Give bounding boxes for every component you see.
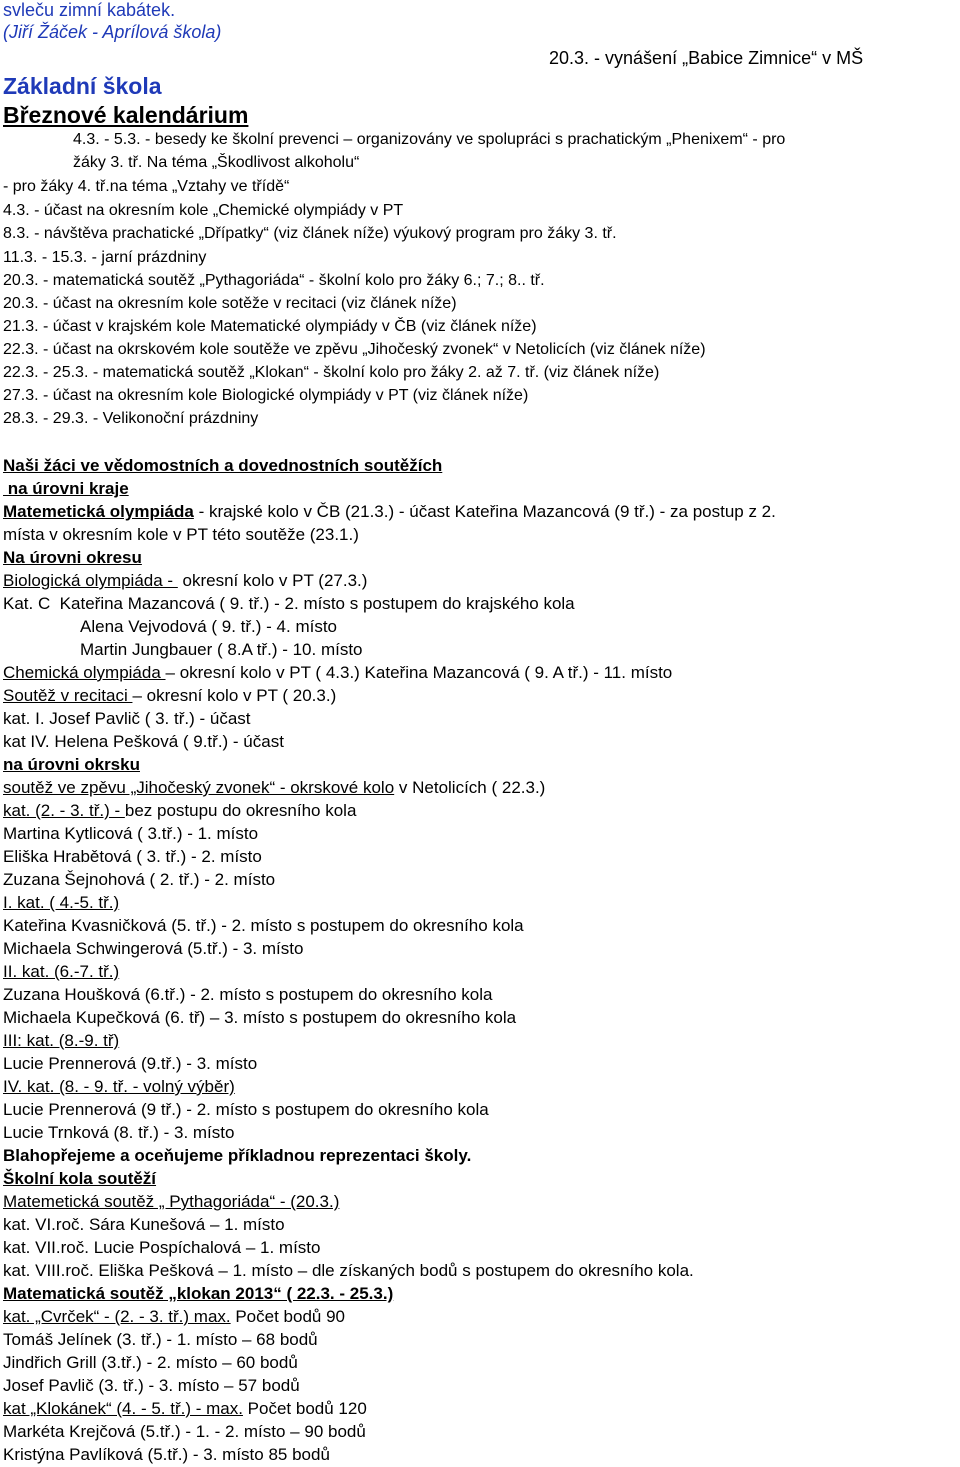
calendar-item: 28.3. - 29.3. - Velikonoční prázdniny — [3, 410, 259, 427]
result-line: Martina Kytlicová ( 3.tř.) - 1. místo — [3, 824, 259, 843]
calendar-item: 22.3. - 25.3. - matematická soutěž „Klokan“ - školní kolo pro žáky 2. až 7. tř. (viz článek níže) — [3, 364, 660, 381]
calendar-item: 20.3. - účast na okresním kole sotěže v recitaci (viz článek níže) — [3, 295, 457, 312]
calendar-item: - pro žáky 4. tř.na téma „Vztahy ve třídě“ — [3, 178, 290, 195]
math-olympiad-text: - krajské kolo v ČB (21.3.) - účast Kateřina Mazancová (9 tř.) - za postup z 2. — [193, 502, 776, 521]
result-line: kat IV. Helena Pešková ( 9.tř.) - účast — [3, 732, 284, 751]
result-line: Jindřich Grill (3.tř.) - 2. místo – 60 bodů — [3, 1353, 298, 1372]
category-title: kat. „Cvrček“ - (2. - 3. tř.) max. — [3, 1307, 231, 1326]
result-line: Lucie Prennerová (9.tř.) - 3. místo — [3, 1054, 258, 1073]
calendar-title: Březnové kalendárium — [3, 102, 249, 128]
pythagoriada-title: Matemetická soutěž „ Pythagoriáda“ - (20.3.) — [3, 1192, 340, 1211]
result-line: Kristýna Pavlíková (5.tř.) - 3. místo 85 bodů — [3, 1445, 330, 1464]
calendar-item: 27.3. - účast na okresním kole Biologické olympiády v PT (viz článek níže) — [3, 387, 529, 404]
bio-olympiad-text: okresní kolo v PT (27.3.) — [177, 571, 368, 590]
category-text: bez postupu do okresního kola — [124, 801, 357, 820]
result-line: Alena Vejvodová ( 9. tř.) - 4. místo — [80, 617, 338, 636]
calendar-item: 4.3. - účast na okresním kole „Chemické olympiády v PT — [3, 202, 404, 219]
result-line: Zuzana Šejnohová ( 2. tř.) - 2. místo — [3, 870, 276, 889]
calendar-item: žáky 3. tř. Na téma „Škodlivost alkoholu“ — [73, 154, 360, 171]
result-line: kat. VI.roč. Sára Kunešová – 1. místo — [3, 1215, 285, 1234]
result-line: Zuzana Houšková (6.tř.) - 2. místo s postupem do okresního kola — [3, 985, 493, 1004]
result-line: Michaela Kupečková (6. tř) – 3. místo s postupem do okresního kola — [3, 1008, 517, 1027]
result-line: Martin Jungbauer ( 8.A tř.) - 10. místo — [80, 640, 363, 659]
recitation — [3, 686, 336, 706]
calendar-item: 22.3. - účast na okrskovém kole soutěže ve zpěvu „Jihočeský zvonek“ v Netolicích (viz článek níže) — [3, 341, 706, 358]
region-heading: na úrovni kraje — [3, 479, 129, 498]
event-note: 20.3. - vynášení „Babice Zimnice“ v MŠ — [549, 48, 864, 68]
category-title: II. kat. (6.-7. tř.) — [3, 962, 120, 981]
result-line: Lucie Prennerová (9 tř.) - 2. místo s postupem do okresního kola — [3, 1100, 489, 1119]
result-line: Lucie Trnková (8. tř.) - 3. místo — [3, 1123, 235, 1142]
category-text: Počet bodů 90 — [230, 1307, 345, 1326]
category-title: kat. (2. - 3. tř.) - — [3, 801, 125, 820]
category-line — [3, 1307, 345, 1327]
calendar-item: 21.3. - účast v krajském kole Matematické olympiády v ČB (viz článek níže) — [3, 318, 537, 335]
bio-olympiad — [3, 571, 367, 591]
recitation-text: – okresní kolo v PT ( 20.3.) — [132, 686, 337, 705]
school-rounds-heading: Školní kola soutěží — [3, 1169, 157, 1188]
chem-olympiad-title: Chemická olympiáda — [3, 663, 166, 682]
result-line: Kateřina Kvasničková (5. tř.) - 2. místo s postupem do okresního kola — [3, 916, 524, 935]
calendar-item: 11.3. - 15.3. - jarní prázdniny — [3, 249, 207, 266]
result-line: Michaela Schwingerová (5.tř.) - 3. místo — [3, 939, 304, 958]
school-title: Základní škola — [3, 73, 162, 99]
klokan-heading: Matematická soutěž „klokan 2013“ ( 22.3. - 25.3.) — [3, 1284, 394, 1303]
result-line: Eliška Hrabětová ( 3. tř.) - 2. místo — [3, 847, 262, 866]
competitions-heading: Naši žáci ve vědomostních a dovednostních soutěžích — [3, 456, 443, 475]
district-heading: Na úrovni okresu — [3, 548, 142, 567]
area-heading: na úrovni okrsku — [3, 755, 140, 774]
math-olympiad-text-2: místa v okresním kole v PT této soutěže (23.1.) — [3, 525, 359, 544]
category-text: Počet bodů 120 — [242, 1399, 367, 1418]
math-olympiad-title: Matemetická olympiáda — [3, 502, 194, 521]
calendar-item: 8.3. - návštěva prachatické „Dřípatky“ (viz článek níže) výukový program pro žáky 3. tř. — [3, 225, 617, 242]
recitation-title: Soutěž v recitaci — [3, 686, 133, 705]
calendar-item: 4.3. - 5.3. - besedy ke školní prevenci – organizovány ve spolupráci s prachatickým „Phenixem“ - pro — [73, 131, 786, 148]
category-title: III: kat. (8.-9. tř) — [3, 1031, 120, 1050]
result-line: Tomáš Jelínek (3. tř.) - 1. místo – 68 bodů — [3, 1330, 318, 1349]
category-line — [3, 1399, 367, 1419]
bio-olympiad-title: Biologická olympiáda - — [3, 571, 178, 590]
singing-text: v Netolicích ( 22.3.) — [394, 778, 546, 797]
category-title: IV. kat. (8. - 9. tř. - volný výběr) — [3, 1077, 235, 1096]
category-title: I. kat. ( 4.-5. tř.) — [3, 893, 120, 912]
result-line: kat. I. Josef Pavlič ( 3. tř.) - účast — [3, 709, 251, 728]
result-line: kat. VIII.roč. Eliška Pešková – 1. místo – dle získaných bodů s postupem do okresního kola. — [3, 1261, 694, 1280]
category-title: kat „Klokánek“ (4. - 5. tř.) - max. — [3, 1399, 243, 1418]
calendar-item: 20.3. - matematická soutěž „Pythagoriáda“ - školní kolo pro žáky 6.; 7.; 8.. tř. — [3, 272, 545, 289]
chem-olympiad-text: – okresní kolo v PT ( 4.3.) Kateřina Mazancová ( 9. A tř.) - 11. místo — [165, 663, 673, 682]
singing-title: soutěž ve zpěvu „Jihočeský zvonek“ - okrskové kolo — [3, 778, 395, 797]
singing — [3, 778, 545, 798]
category-line — [3, 801, 356, 821]
poem-credit: (Jiří Žáček - Aprílová škola) — [3, 22, 222, 42]
result-line: Markéta Krejčová (5.tř.) - 1. - 2. místo – 90 bodů — [3, 1422, 366, 1441]
math-olympiad — [3, 502, 776, 522]
result-line: Josef Pavlič (3. tř.) - 3. místo – 57 bodů — [3, 1376, 300, 1395]
congrats-line: Blahopřejeme a oceňujeme příkladnou reprezentaci školy. — [3, 1146, 472, 1165]
chem-olympiad — [3, 663, 672, 683]
result-line: kat. VII.roč. Lucie Pospíchalová – 1. místo — [3, 1238, 321, 1257]
result-line: Kat. C Kateřina Mazancová ( 9. tř.) - 2. místo s postupem do krajského kola — [3, 594, 575, 613]
poem-line: svleču zimní kabátek. — [3, 0, 176, 20]
